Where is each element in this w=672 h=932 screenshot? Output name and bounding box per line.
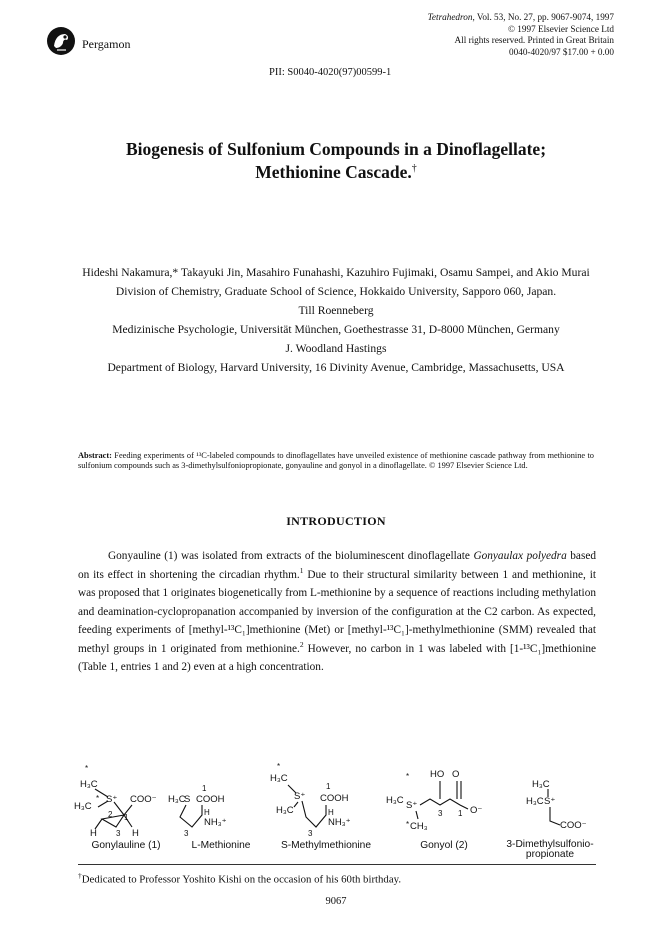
- atom-star: *: [277, 762, 281, 771]
- footnote: [78, 871, 401, 886]
- journal-name: Tetrahedron: [427, 12, 473, 22]
- atom-h: H: [328, 808, 334, 817]
- atom-h3c: H₃C: [276, 805, 294, 816]
- atom-h3c: H₃C: [532, 779, 550, 790]
- atom-h3c: H₃C: [270, 773, 288, 784]
- atom-ch3: CH₃: [410, 821, 428, 832]
- structure-l-methionine: [168, 784, 227, 838]
- atom-number: 3: [308, 829, 313, 838]
- affiliation-3: Department of Biology, Harvard University, 16 Divinity Avenue, Cambridge, Massachusetts, USA: [107, 360, 565, 374]
- atom-h3c: H₃C: [386, 795, 404, 806]
- atom-h: H: [90, 828, 97, 839]
- footnote-text: Dedicated to Professor Yoshito Kishi on the occasion of his 60th birthday.: [81, 873, 402, 886]
- atom-o-minus: O⁻: [470, 805, 483, 816]
- section-heading: INTRODUCTION: [286, 514, 386, 528]
- intro-text-1: Gonyauline (1) was isolated from extracts of the bioluminescent dinoflagellate: [108, 550, 474, 562]
- label-dmsp-line-1: 3-Dimethylsulfonio-: [506, 839, 594, 850]
- atom-h3c: H₃C: [168, 794, 186, 805]
- title-line-1: Biogenesis of Sulfonium Compounds in a Dinoflagellate;: [125, 139, 547, 159]
- author-names: Hideshi Nakamura,* Takayuki Jin, Masahiro Funahashi, Kazuhiro Fujimaki, Osamu Sampei, and Akio Murai: [82, 266, 590, 279]
- atom-h3c: H₃C: [526, 796, 544, 807]
- structure-scheme: [74, 755, 600, 840]
- atom-s-plus: S⁺: [544, 796, 556, 807]
- atom-star: *: [96, 794, 100, 803]
- label-dmsp-line-2: propionate: [525, 849, 575, 860]
- footnote-dagger: †: [78, 871, 82, 880]
- atom-number: 3: [116, 829, 121, 838]
- atom-number: 1: [202, 784, 207, 793]
- journal-details: , Vol. 53, No. 27, pp. 9067-9074, 1997: [472, 12, 614, 22]
- atom-coo-minus: COO⁻: [130, 794, 157, 805]
- publisher-logo-icon: [46, 26, 76, 56]
- affiliation-1: Division of Chemistry, Graduate School of Science, Hokkaido University, Sapporo 060, Japan.: [115, 284, 557, 298]
- atom-star: *: [85, 764, 89, 773]
- atom-nh3-plus: NH₃⁺: [204, 817, 227, 828]
- title-dagger: †: [411, 163, 417, 174]
- intro-text-4: However, no carbon in 1 was labeled with [1-¹³C₁]methionine (Table 1, entries 1 and 2) even at a high concentration.: [78, 642, 596, 673]
- atom-s-plus: S⁺: [294, 791, 306, 802]
- atom-star: *: [406, 820, 410, 829]
- atom-h: H: [132, 828, 139, 839]
- label-gonyauline: Gonylauline (1): [91, 840, 161, 851]
- label-dmsp: [500, 840, 600, 860]
- intro-text-2: based on its effect in shortening the circadian rhythm.: [78, 550, 596, 581]
- abstract: [78, 451, 594, 472]
- atom-h3c: H₃C: [80, 779, 98, 790]
- copyright-line: © 1997 Elsevier Science Ltd: [508, 23, 614, 34]
- author-3: J. Woodland Hastings: [285, 341, 387, 355]
- atom-h3c: H₃C: [74, 801, 92, 812]
- label-gonyol: Gonyol (2): [420, 840, 468, 851]
- structure-gonyol: [386, 769, 482, 832]
- title-line-2: [40, 159, 632, 182]
- atom-cooh: COOH: [196, 794, 225, 805]
- ref-1: 1: [299, 565, 304, 575]
- journal-citation: [374, 12, 614, 58]
- pii-code: PII: S0040-4020(97)00599-1: [269, 67, 392, 78]
- journal-citation-line: [374, 12, 614, 24]
- atom-number: 1: [326, 782, 331, 791]
- atom-s-plus: S⁺: [406, 800, 418, 811]
- species-name: Gonyaulax polyedra: [473, 550, 567, 562]
- atom-number: 2: [108, 810, 113, 819]
- price-line: 0040-4020/97 $17.00 + 0.00: [509, 46, 614, 57]
- rights-line: All rights reserved. Printed in Great Britain: [454, 35, 614, 46]
- atom-number: 3: [438, 809, 443, 818]
- atom-number: 1: [458, 809, 463, 818]
- atom-h: H: [204, 808, 210, 817]
- atom-star: *: [406, 772, 410, 781]
- label-l-methionine: L-Methionine: [191, 840, 251, 851]
- footnote-rule: [78, 864, 596, 865]
- atom-ho: HO: [430, 769, 445, 780]
- ref-2: 2: [299, 639, 304, 649]
- author-block: [20, 264, 652, 377]
- intro-text-3: Due to their structural similarity between 1 and methionine, it was proposed that 1 originates biogenetically from L-methionine by a sequence of reactions including methylation and deamination-cyclopropanation accompanied by inversion of the configuration at the C2 carbon. As expected, feeding experiments of [methyl-¹³C₁]methionine (Met) or [methyl-¹³C₁]-methylmethionine (SMM) revealed that methyl groups in 1 originated from methionine.: [78, 568, 596, 655]
- abstract-text: Feeding experiments of ¹³C-labeled compounds to dinoflagellates have unveiled existence of methionine cascade pathway from methionine to sulfonium compounds such as 3-dimethylsulfoniopropionate, gonyauline and gonyol in a dinoflagellate. © 1997 Elsevier Science Ltd.: [78, 451, 594, 471]
- paper-title: [40, 139, 632, 182]
- author-2: Till Roenneberg: [298, 303, 374, 317]
- structure-gonyauline: [74, 764, 157, 839]
- abstract-label: Abstract:: [78, 451, 112, 460]
- atom-cooh: COOH: [320, 793, 349, 804]
- publisher-name: Pergamon: [82, 37, 131, 51]
- intro-paragraph: [78, 547, 596, 677]
- atom-nh3-plus: NH₃⁺: [328, 817, 351, 828]
- atom-o: O: [452, 769, 460, 780]
- title-line-2-text: Methionine Cascade.: [255, 161, 412, 182]
- affiliation-2: Medizinische Psychologie, Universität München, Goethestrasse 31, D-8000 München, Germany: [112, 322, 560, 336]
- atom-number: 3: [184, 829, 189, 838]
- atom-s-plus: S⁺: [106, 794, 118, 805]
- structure-s-methylmethionine: [270, 762, 351, 838]
- atom-s: S: [184, 794, 191, 805]
- label-s-methylmethionine: S-Methylmethionine: [280, 840, 372, 851]
- page-number: 9067: [325, 896, 347, 907]
- atom-number: 1: [124, 813, 129, 822]
- structure-dmsp: [526, 779, 587, 831]
- atom-coo-minus: COO⁻: [560, 820, 587, 831]
